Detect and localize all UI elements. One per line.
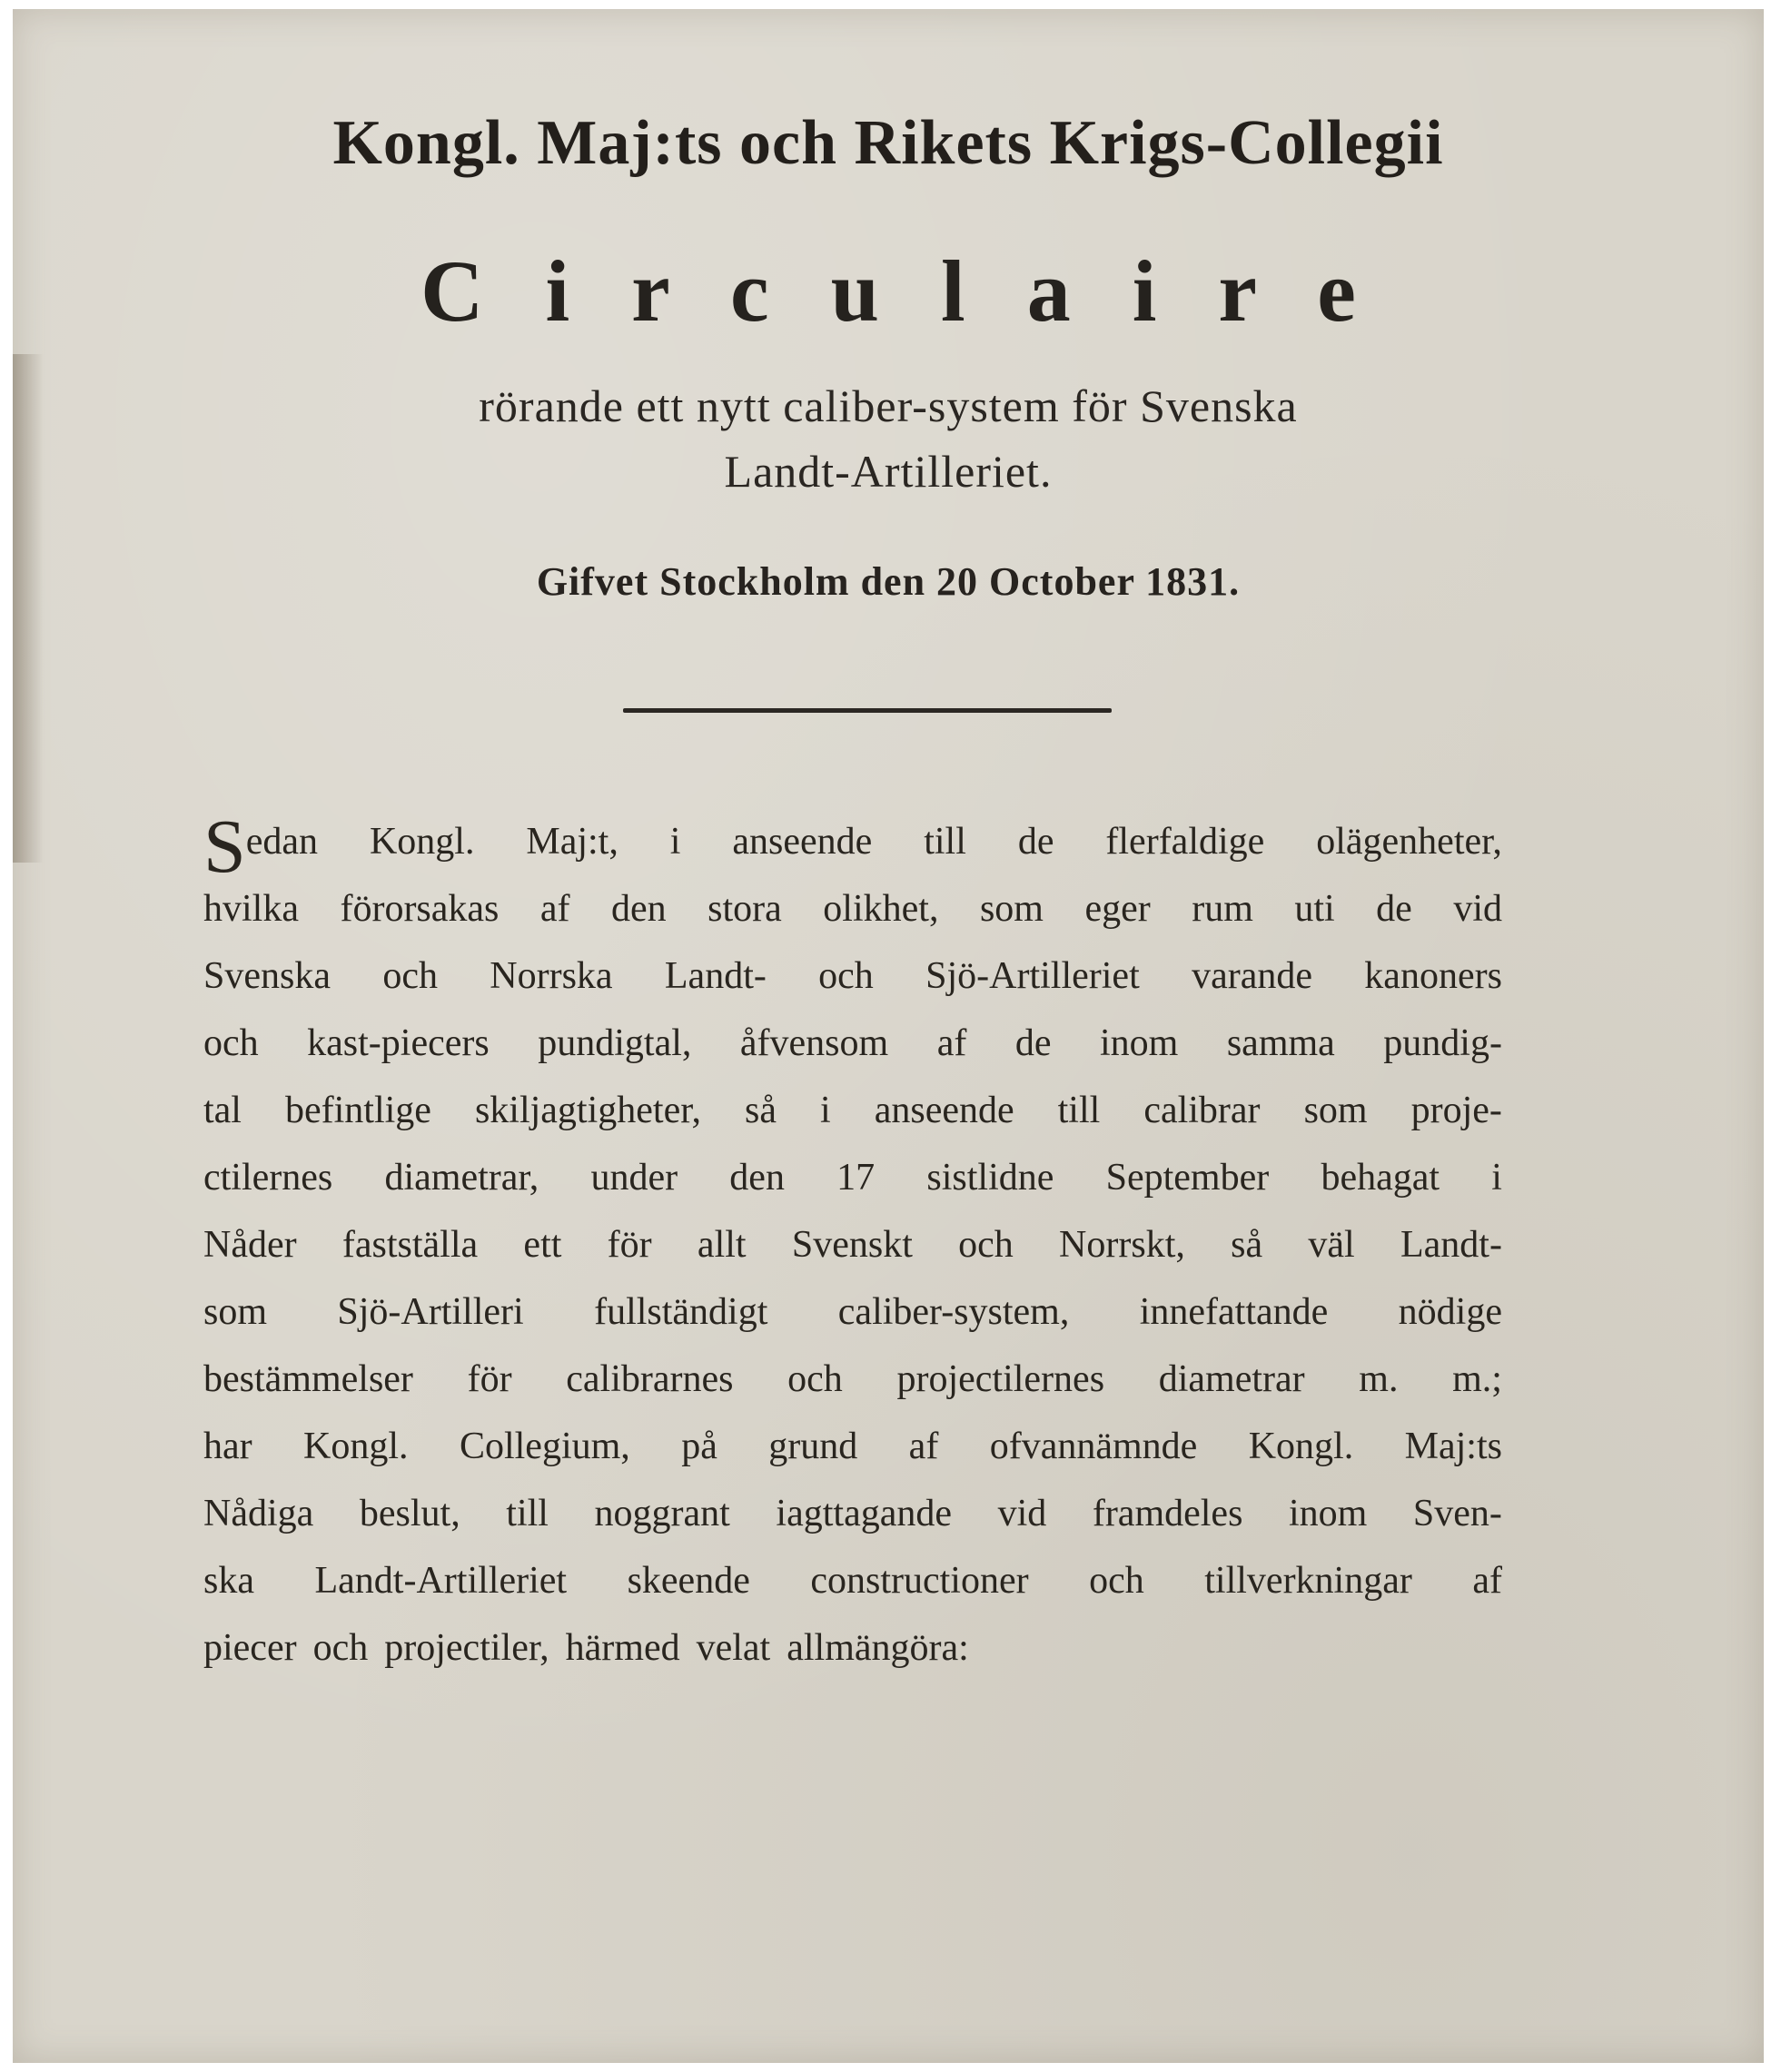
word: September bbox=[1105, 1157, 1270, 1199]
document-title: Circulaire bbox=[421, 242, 1418, 340]
word: projectiler, bbox=[384, 1627, 549, 1669]
word: Landt- bbox=[664, 955, 767, 997]
word: behagat bbox=[1321, 1157, 1440, 1199]
word: uti bbox=[1294, 888, 1335, 930]
word: calibrar bbox=[1143, 1090, 1261, 1131]
word: Sjö-Artilleriet bbox=[925, 955, 1140, 997]
word: den bbox=[611, 888, 667, 930]
word: Landt-Artilleriet bbox=[314, 1560, 568, 1602]
word: flerfaldige bbox=[1105, 821, 1265, 863]
section-divider-rule bbox=[623, 708, 1112, 713]
body-line bbox=[203, 1144, 1502, 1211]
body-line bbox=[203, 1278, 1502, 1346]
word: den bbox=[729, 1157, 785, 1199]
word: förorsakas bbox=[340, 888, 500, 930]
word: de bbox=[1014, 1022, 1052, 1064]
word: bestämmelser bbox=[203, 1358, 413, 1400]
word: och bbox=[787, 1358, 843, 1400]
word: calibrarnes bbox=[566, 1358, 734, 1400]
body-line bbox=[203, 1010, 1502, 1077]
word: och bbox=[382, 955, 438, 997]
word: ctilernes bbox=[203, 1157, 333, 1199]
word: de bbox=[1376, 888, 1412, 930]
word: tillverkningar bbox=[1204, 1560, 1412, 1602]
word: velat bbox=[696, 1627, 771, 1669]
word: som bbox=[1303, 1090, 1368, 1131]
body-line bbox=[203, 804, 1502, 889]
word: och bbox=[958, 1224, 1014, 1266]
drop-cap-letter: S bbox=[203, 804, 246, 889]
date-line: Gifvet Stockholm den 20 October 1831. bbox=[536, 559, 1241, 604]
word: så bbox=[1231, 1224, 1263, 1266]
word: under bbox=[590, 1157, 678, 1199]
word: caliber-system, bbox=[837, 1291, 1070, 1333]
subtitle-line-2: Landt-Artilleriet. bbox=[724, 446, 1053, 497]
word: Svenskt bbox=[791, 1224, 913, 1266]
word: har bbox=[203, 1426, 252, 1467]
word: för bbox=[467, 1358, 512, 1400]
body-line bbox=[203, 1413, 1502, 1480]
word: fastställa bbox=[341, 1224, 479, 1266]
word: ska bbox=[203, 1560, 254, 1602]
word: piecer bbox=[203, 1627, 297, 1669]
word: af bbox=[1472, 1560, 1502, 1602]
word: i bbox=[669, 821, 681, 863]
word: diametrar bbox=[1158, 1358, 1305, 1400]
word: rum bbox=[1192, 888, 1253, 930]
body-line bbox=[203, 1480, 1502, 1547]
word: i bbox=[1491, 1157, 1502, 1199]
word: projectilernes bbox=[896, 1358, 1105, 1400]
word: af bbox=[539, 888, 570, 930]
word: samma bbox=[1226, 1022, 1335, 1064]
word: allmängöra: bbox=[787, 1627, 969, 1669]
word: stora bbox=[707, 888, 782, 930]
body-line bbox=[203, 1077, 1502, 1144]
word: Maj:t, bbox=[526, 821, 618, 863]
word: på bbox=[681, 1426, 717, 1467]
word: iagttagande bbox=[776, 1493, 952, 1534]
word: m. bbox=[1359, 1358, 1399, 1400]
word: Maj:ts bbox=[1404, 1426, 1502, 1467]
word: pundig- bbox=[1383, 1022, 1502, 1064]
word: Norrska bbox=[490, 955, 613, 997]
word: de bbox=[1017, 821, 1054, 863]
body-line bbox=[203, 1614, 1502, 1682]
word: diametrar, bbox=[384, 1157, 539, 1199]
word: Norrskt, bbox=[1059, 1224, 1185, 1266]
word: väl bbox=[1308, 1224, 1355, 1266]
word: skeende bbox=[627, 1560, 750, 1602]
word: Nådiga bbox=[203, 1493, 314, 1534]
word: till bbox=[924, 821, 966, 863]
word: kanoners bbox=[1364, 955, 1502, 997]
word: som bbox=[979, 888, 1044, 930]
word: inom bbox=[1289, 1493, 1368, 1534]
word: ett bbox=[523, 1224, 562, 1266]
word: tal bbox=[203, 1090, 242, 1131]
word: eger bbox=[1084, 888, 1151, 930]
word: vid bbox=[1453, 888, 1502, 930]
word: åfvensom bbox=[739, 1022, 889, 1064]
word: kast-piecers bbox=[307, 1022, 490, 1064]
word: Landt- bbox=[1400, 1224, 1502, 1266]
word: Sjö-Artilleri bbox=[337, 1291, 524, 1333]
word: olikhet, bbox=[823, 888, 939, 930]
word: pundigtal, bbox=[538, 1022, 692, 1064]
word: anseende bbox=[732, 821, 873, 863]
word: vid bbox=[997, 1493, 1047, 1534]
word: fullständigt bbox=[594, 1291, 768, 1333]
subtitle-line-1: rörande ett nytt caliber-system för Svenska bbox=[479, 380, 1298, 431]
word: som bbox=[203, 1291, 268, 1333]
word: Sven- bbox=[1412, 1493, 1502, 1534]
word: och bbox=[312, 1627, 369, 1669]
word: härmed bbox=[565, 1627, 680, 1669]
word: inom bbox=[1099, 1022, 1179, 1064]
word: för bbox=[607, 1224, 652, 1266]
word: allt bbox=[697, 1224, 747, 1266]
word: och bbox=[203, 1022, 259, 1064]
word: constructioner bbox=[810, 1560, 1029, 1602]
word: och bbox=[1089, 1560, 1144, 1602]
word: och bbox=[818, 955, 874, 997]
word: Kongl. bbox=[303, 1426, 409, 1467]
word: framdeles bbox=[1092, 1493, 1243, 1534]
word: proje- bbox=[1410, 1090, 1502, 1131]
issuing-office-heading: Kongl. Maj:ts och Rikets Krigs-Collegii bbox=[332, 108, 1444, 178]
word: beslut, bbox=[359, 1493, 460, 1534]
word: Collegium, bbox=[459, 1426, 630, 1467]
word: ofvannämnde bbox=[989, 1426, 1198, 1467]
word: varande bbox=[1192, 955, 1312, 997]
word: till bbox=[506, 1493, 549, 1534]
word: innefattande bbox=[1139, 1291, 1329, 1333]
word: nödige bbox=[1398, 1291, 1502, 1333]
body-line bbox=[203, 1547, 1502, 1614]
word: sistlidne bbox=[926, 1157, 1054, 1199]
word: af bbox=[908, 1426, 939, 1467]
word: anseende bbox=[874, 1090, 1014, 1131]
word: Kongl. bbox=[1248, 1426, 1354, 1467]
body-paragraph bbox=[203, 804, 1502, 1682]
word: Kongl. bbox=[369, 821, 475, 863]
body-line bbox=[203, 942, 1502, 1010]
word: Svenska bbox=[203, 955, 331, 997]
word: så bbox=[745, 1090, 777, 1131]
document-page bbox=[13, 9, 1764, 2063]
word: till bbox=[1057, 1090, 1101, 1131]
word: olägenheter, bbox=[1316, 821, 1502, 863]
word: 17 bbox=[836, 1157, 876, 1199]
first-word bbox=[203, 804, 319, 889]
word: m.; bbox=[1452, 1358, 1502, 1400]
word: af bbox=[936, 1022, 967, 1064]
body-line bbox=[203, 875, 1502, 942]
word: skiljagtigheter, bbox=[474, 1090, 702, 1131]
word: hvilka bbox=[203, 888, 299, 930]
word: befintlige bbox=[284, 1090, 431, 1131]
body-line bbox=[203, 1346, 1502, 1413]
word: noggrant bbox=[594, 1493, 730, 1534]
word: edan bbox=[245, 821, 319, 863]
word: i bbox=[820, 1090, 831, 1131]
word: grund bbox=[768, 1426, 858, 1467]
body-line bbox=[203, 1211, 1502, 1278]
word: Nåder bbox=[203, 1224, 297, 1266]
